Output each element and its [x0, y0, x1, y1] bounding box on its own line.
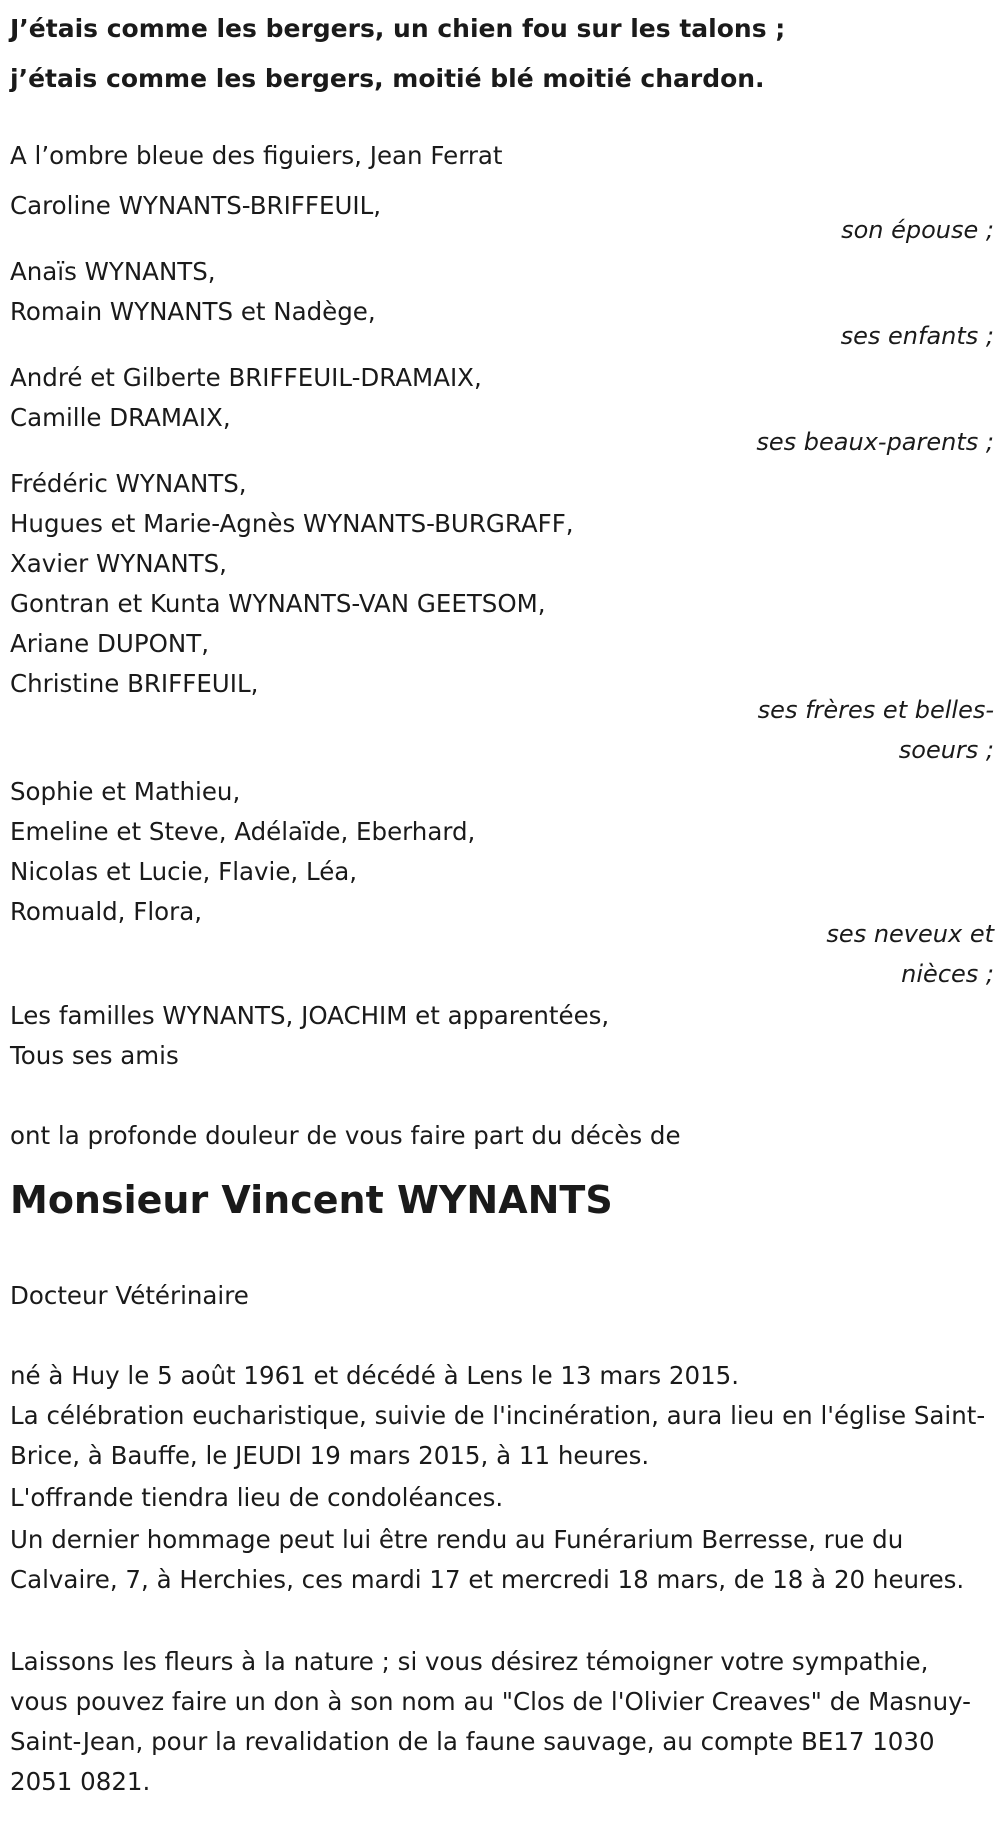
- sibling-name: Frédéric WYNANTS,: [10, 469, 247, 498]
- nephews-role-line-1: ses neveux et: [826, 920, 994, 948]
- deceased-name: Monsieur Vincent WYNANTS: [10, 1178, 613, 1222]
- in-law-name: Camille DRAMAIX,: [10, 403, 231, 432]
- epigraph-attribution: A l’ombre bleue des figuiers, Jean Ferrat: [10, 141, 503, 170]
- flowers-paragraph: Laissons les fleurs à la nature ; si vous désirez témoigner votre sympathie, vous pouvez faire un don à son nom au "Clos de l'Olivier Creaves" de Masnuy-Saint-Jean, pour la revalidation de la faune sauvage, au compte BE17 1030 2051 0821.: [10, 1647, 972, 1796]
- sibling-name: Gontran et Kunta WYNANTS-VAN GEETSOM,: [10, 589, 546, 618]
- offering-paragraph: L'offrande tiendra lieu de condoléances.: [10, 1483, 504, 1512]
- announcement-text: ont la profonde douleur de vous faire part du décès de: [10, 1121, 681, 1150]
- nephew-niece-name: Emeline et Steve, Adélaïde, Eberhard,: [10, 817, 476, 846]
- sibling-name: Xavier WYNANTS,: [10, 549, 227, 578]
- epigraph: [10, 4, 990, 104]
- siblings-role-line-1: ses frères et belles-: [757, 696, 994, 724]
- children-role: ses enfants ;: [840, 322, 994, 350]
- child-name: Romain WYNANTS et Nadège,: [10, 297, 376, 326]
- in-laws-role: ses beaux-parents ;: [756, 428, 994, 456]
- sibling-name: Ariane DUPONT,: [10, 629, 209, 658]
- celebration-paragraph: La célébration eucharistique, suivie de l'incinération, aura lieu en l'église Saint-Brice, à Bauffe, le JEUDI 19 mars 2015, à 11 heures.: [10, 1401, 986, 1470]
- other-family-line: Tous ses amis: [10, 1041, 179, 1070]
- siblings-role-line-2: soeurs ;: [898, 736, 994, 764]
- nephew-niece-name: Romuald, Flora,: [10, 897, 203, 926]
- epigraph-line-2: j’étais comme les bergers, moitié blé moitié chardon.: [10, 64, 765, 93]
- homage-paragraph: Un dernier hommage peut lui être rendu au Funérarium Berresse, rue du Calvaire, 7, à Herchies, ces mardi 17 et mercredi 18 mars, de 18 à 20 heures.: [10, 1525, 965, 1594]
- spouse-name: Caroline WYNANTS-BRIFFEUIL,: [10, 191, 382, 220]
- spouse-role: son épouse ;: [841, 216, 994, 244]
- birth-death-line: né à Huy le 5 août 1961 et décédé à Lens le 13 mars 2015.: [10, 1361, 740, 1390]
- child-name: Anaïs WYNANTS,: [10, 257, 216, 286]
- sibling-name: Hugues et Marie-Agnès WYNANTS-BURGRAFF,: [10, 509, 574, 538]
- nephews-role-line-2: nièces ;: [901, 960, 994, 988]
- nephew-niece-name: Nicolas et Lucie, Flavie, Léa,: [10, 857, 358, 886]
- epigraph-line-1: J’étais comme les bergers, un chien fou sur les talons ;: [10, 14, 786, 43]
- profession: Docteur Vétérinaire: [10, 1281, 249, 1310]
- sibling-name: Christine BRIFFEUIL,: [10, 669, 259, 698]
- nephew-niece-name: Sophie et Mathieu,: [10, 777, 241, 806]
- other-family-line: Les familles WYNANTS, JOACHIM et apparentées,: [10, 1001, 610, 1030]
- in-law-name: André et Gilberte BRIFFEUIL-DRAMAIX,: [10, 363, 482, 392]
